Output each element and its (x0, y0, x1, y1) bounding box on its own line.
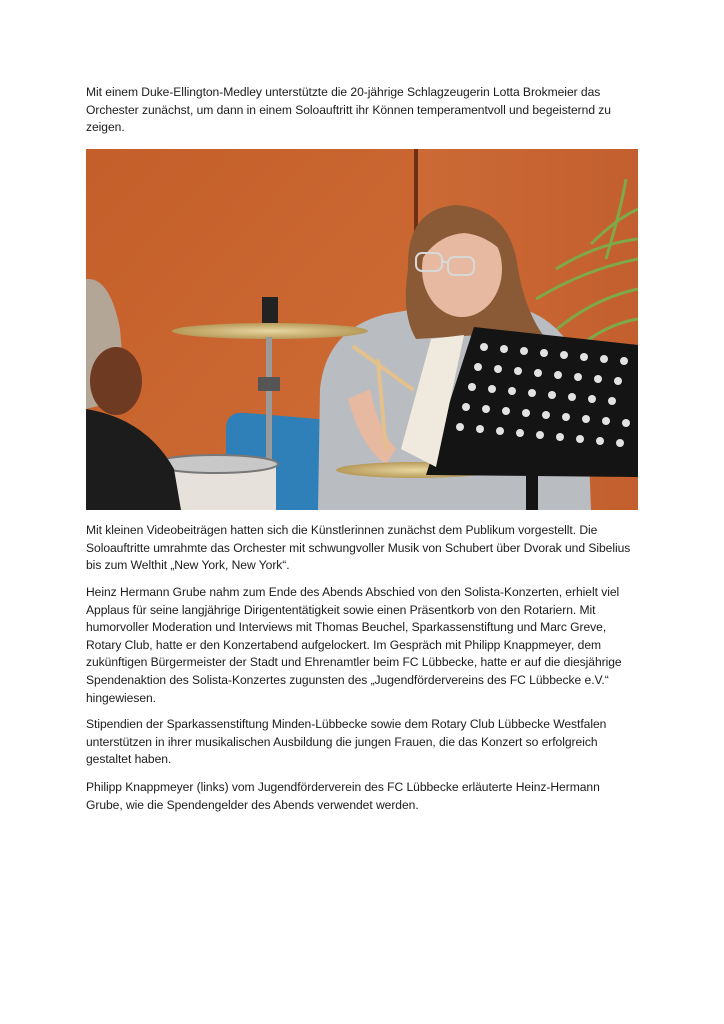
paragraph-video-intros: Mit kleinen Videobeiträgen hatten sich die Künstlerinnen zunächst dem Publikum vorgestellt. Die Soloauftritte umrahmte das Orchester mit schwungvoller Musik von Schubert über Dvorak und Sibelius bis zum Welthit „New York, New York“. (86, 523, 631, 573)
paragraph-donations: Philipp Knappmeyer (links) vom Jugendförderverein des FC Lübbecke erläuterte Heinz-Hermann Grube, wie die Spendengelder des Abends verwendet werden. (86, 780, 600, 812)
paragraph-scholarships: Stipendien der Sparkassenstiftung Minden-Lübbecke sowie dem Rotary Club Lübbecke Westfalen unterstützen in ihrer musikalischen Ausbildung die jungen Frauen, die das Konzert so erfolgreich gestaltet haben. (86, 717, 607, 767)
paragraph-farewell: Heinz Hermann Grube nahm zum Ende des Abends Abschied von den Solista-Konzerten, erhielt viel Applaus für seine langjährige Dirigententätigkeit sowie einen Präsentkorb von den Rotariern. Mit humorvoller Moderation und Interviews mit Thomas Beuchel, Sparkassenstiftung und Marc Greve, Rotary Club, hatte er den Konzertabend aufgelockert. Im Gespräch mit Philipp Knappmeyer, dem zukünftigen Bürgermeister der Stadt und Ehrenamtler beim FC Lübbecke, hatte er auf die diesjährige Spendenaktion des Solista-Konzertes zugunsten des „Jugendfördervereins des FC Lübbecke e.V.“ hingewiesen. (86, 585, 622, 705)
paragraph-intro: Mit einem Duke-Ellington-Medley unterstützte die 20-jährige Schlagzeugerin Lotta Brokmeier das Orchester zunächst, um dann in einem Soloauftritt ihr Können temperamentvoll und begeisternd zu zeigen. (86, 85, 611, 135)
concert-photo-drummer (86, 149, 638, 510)
